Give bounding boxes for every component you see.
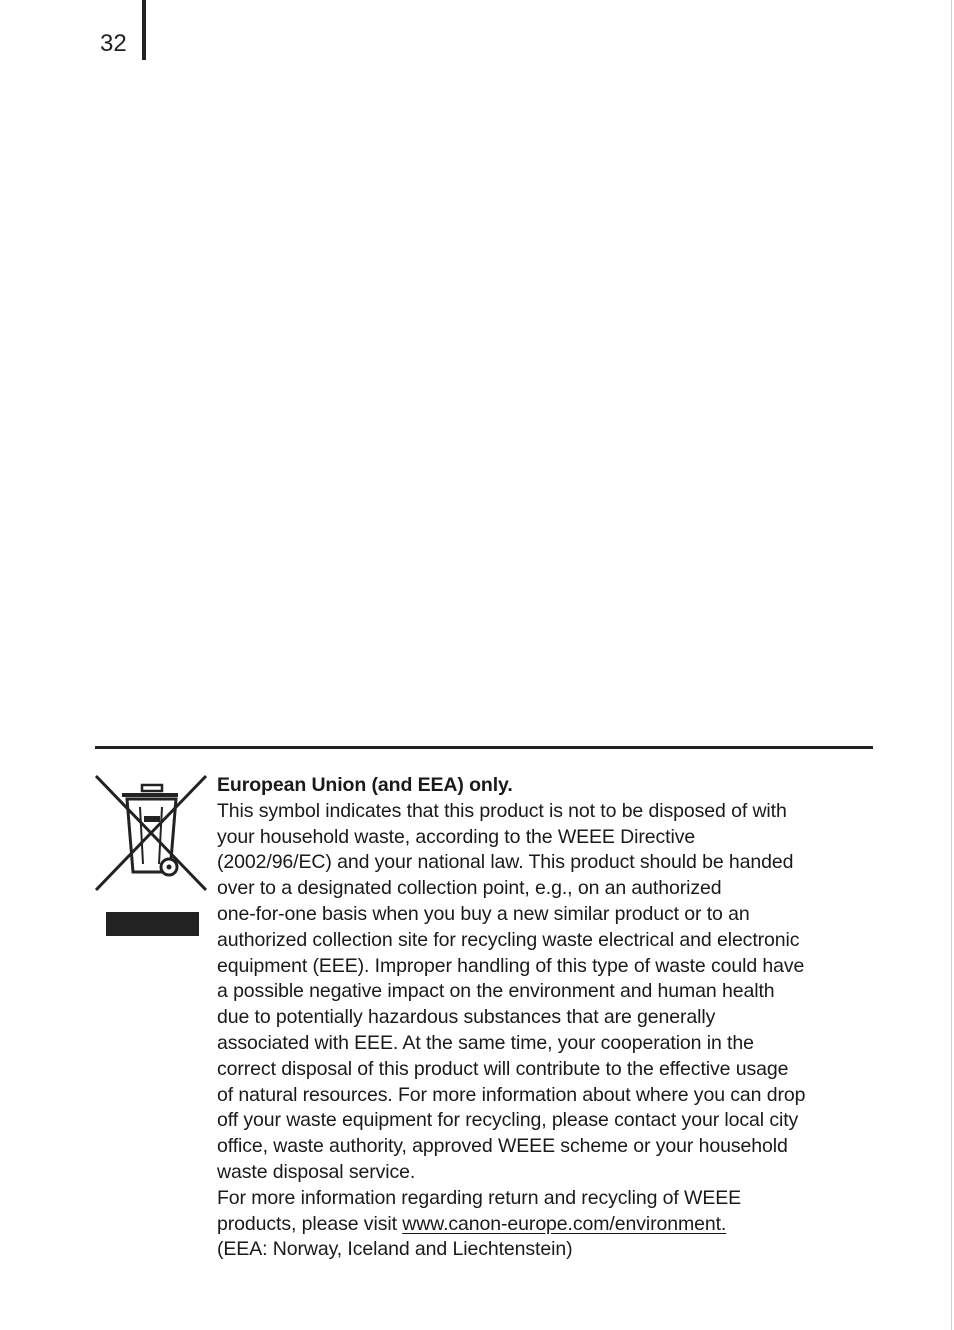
date-marker-bar [106, 912, 199, 936]
notice-line: For more information regarding return and recycling of WEEE [217, 1186, 742, 1209]
notice-line: This symbol indicates that this product is not to be disposed of with [217, 799, 787, 822]
notice-visit-line [217, 1212, 877, 1238]
section-divider [95, 746, 873, 749]
notice-line: associated with EEE. At the same time, your cooperation in the [217, 1031, 754, 1054]
notice-line: over to a designated collection point, e.g., on an authorized [217, 877, 722, 900]
canon-environment-link[interactable]: www.canon-europe.com/environment. [402, 1212, 727, 1235]
notice-line: your household waste, according to the WEEE Directive [217, 825, 696, 848]
eea-note: (EEA: Norway, Iceland and Liechtenstein) [217, 1238, 573, 1261]
weee-crossed-bin-icon [92, 772, 210, 894]
notice-line: due to potentially hazardous substances that are generally [217, 1006, 716, 1029]
notice-line: one-for-one basis when you buy a new similar product or to an [217, 902, 750, 925]
notice-line: a possible negative impact on the environment and human health [217, 980, 775, 1003]
notice-line: office, waste authority, approved WEEE scheme or your household [217, 1135, 788, 1158]
notice-line: waste disposal service. [217, 1160, 416, 1183]
notice-line: authorized collection site for recycling waste electrical and electronic [217, 928, 800, 951]
notice-line: equipment (EEE). Improper handling of this type of waste could have [217, 954, 805, 977]
page-number: 32 [100, 30, 127, 57]
notice-line: of natural resources. For more information about where you can drop [217, 1083, 806, 1106]
page-edge [951, 0, 952, 1330]
notice-heading: European Union (and EEA) only. [217, 774, 513, 796]
weee-notice [217, 773, 877, 1263]
page-tab-line [142, 0, 146, 60]
notice-line: off your waste equipment for recycling, please contact your local city [217, 1109, 799, 1132]
notice-line: correct disposal of this product will contribute to the effective usage [217, 1057, 789, 1080]
notice-line: (2002/96/EC) and your national law. This product should be handed [217, 851, 794, 874]
visit-prefix: products, please visit [217, 1212, 403, 1235]
